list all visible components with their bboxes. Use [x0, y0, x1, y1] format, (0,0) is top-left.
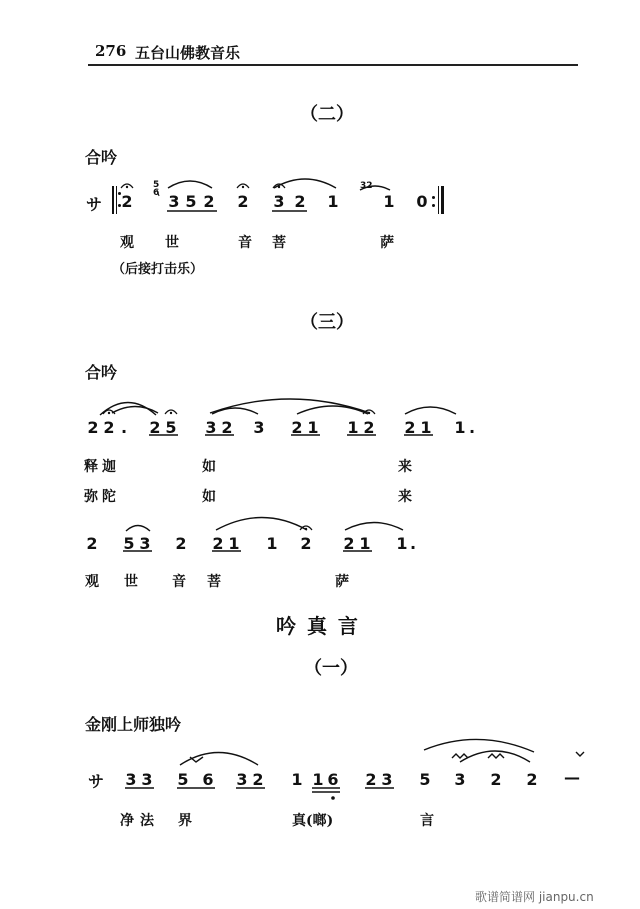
section2-part-label: 合吟	[85, 148, 118, 167]
watermark: 歌谱简谱网 jianpu.cn	[475, 890, 594, 904]
fermata-dot	[108, 412, 110, 414]
fermata-dot	[305, 528, 307, 530]
note: 2	[363, 418, 375, 437]
note: 2	[291, 418, 303, 437]
grace-note: 5	[153, 180, 160, 190]
slur	[216, 518, 307, 531]
slur	[210, 399, 370, 413]
slur	[126, 526, 150, 532]
note: 1	[359, 534, 371, 553]
note: 2	[221, 418, 233, 437]
book-title: 五台山佛教音乐	[135, 44, 241, 62]
lyric: 言	[420, 813, 434, 829]
note: 6	[327, 770, 339, 789]
note: 1	[347, 418, 359, 437]
note: 5	[177, 770, 189, 789]
note: 1	[327, 192, 339, 211]
note: 2	[252, 770, 264, 789]
slur	[168, 181, 212, 188]
lyric: 法	[140, 813, 154, 829]
note: 2	[490, 770, 502, 789]
note: 5	[123, 534, 135, 553]
grace-stem	[157, 190, 159, 196]
note: 2	[365, 770, 377, 789]
note-dot: .	[409, 534, 417, 553]
mordent	[488, 754, 504, 758]
lyric: 释	[84, 459, 98, 475]
section2-aside-note: （后接打击乐）	[112, 262, 204, 277]
note-dot: .	[468, 418, 476, 437]
lyric: 萨	[380, 235, 394, 251]
note: 0	[416, 192, 428, 211]
fermata-dot	[170, 412, 172, 414]
slur	[345, 523, 403, 531]
note: 2	[212, 534, 224, 553]
note: 3	[236, 770, 248, 789]
note: 3	[141, 770, 153, 789]
lyric: 如	[202, 459, 216, 475]
section3-heading: （三）	[300, 312, 354, 333]
lyric: 来	[398, 489, 412, 505]
note: 1	[312, 770, 324, 789]
note: 1	[228, 534, 240, 553]
fermata-dot	[278, 186, 280, 188]
note: 5	[185, 192, 197, 211]
slur	[112, 407, 158, 414]
note: 2	[86, 534, 98, 553]
note: 2	[203, 192, 215, 211]
piece-free-meter-marker: サ	[88, 772, 105, 791]
note: 2	[404, 418, 416, 437]
slur	[405, 407, 456, 414]
note: 3	[205, 418, 217, 437]
note: 1	[307, 418, 319, 437]
grace-note: 6	[153, 188, 160, 198]
note: 1	[420, 418, 432, 437]
lyric: 音	[238, 235, 252, 251]
note: 5	[419, 770, 431, 789]
lyric: 菩	[272, 235, 286, 251]
lyric: 真(啷)	[292, 813, 334, 829]
note: 3	[381, 770, 393, 789]
note: 1	[266, 534, 278, 553]
note: 3	[253, 418, 265, 437]
lyric: 净	[120, 813, 134, 829]
note: 1	[396, 534, 408, 553]
lyric: 观	[85, 574, 99, 590]
lyric: 世	[124, 574, 138, 590]
note: 2	[121, 192, 133, 211]
lyric: 世	[165, 235, 179, 251]
lyric: 观	[120, 235, 134, 251]
note: 2	[237, 192, 249, 211]
lyric: 界	[178, 813, 192, 829]
note: 3	[273, 192, 285, 211]
note: 2	[294, 192, 306, 211]
fermata-dot	[242, 186, 244, 188]
lyric: 萨	[335, 574, 349, 590]
note: 2	[300, 534, 312, 553]
lyric: 来	[398, 459, 412, 475]
note: 1	[454, 418, 466, 437]
piece-heading: （一）	[304, 658, 358, 679]
note: 3	[168, 192, 180, 211]
section3-part-label: 合吟	[85, 363, 118, 382]
note: 1	[291, 770, 303, 789]
note-dot: .	[120, 418, 128, 437]
section2-free-meter-marker: サ	[86, 195, 103, 214]
page-number: 276	[95, 42, 127, 60]
note: 5	[165, 418, 177, 437]
note: 3	[139, 534, 151, 553]
breath-mark	[576, 752, 584, 756]
slur	[424, 739, 534, 752]
note: 2	[526, 770, 538, 789]
note: 2	[343, 534, 355, 553]
lyric: 音	[172, 574, 186, 590]
low-octave-dot	[331, 796, 335, 800]
note: 6	[202, 770, 214, 789]
lyric: 陀	[102, 489, 116, 505]
note: 1	[383, 192, 395, 211]
note: 2	[87, 418, 99, 437]
slur	[360, 186, 390, 190]
lyric: 弥	[84, 489, 98, 505]
fermata-dot	[368, 412, 370, 414]
note: 2	[175, 534, 187, 553]
mordent	[452, 754, 468, 758]
note: 3	[125, 770, 137, 789]
fermata-dot	[126, 186, 128, 188]
note: 2	[149, 418, 161, 437]
note: 3	[454, 770, 466, 789]
slur	[297, 406, 368, 414]
sustain-dash: —	[564, 768, 580, 787]
grace-mark	[190, 757, 203, 762]
lyric: 菩	[207, 574, 221, 590]
piece-part-label: 金刚上师独吟	[85, 715, 182, 734]
section2-heading: （二）	[300, 104, 354, 125]
lyric: 如	[202, 489, 216, 505]
slur	[212, 408, 258, 414]
grace-note: 32	[360, 181, 373, 191]
note: 2	[103, 418, 115, 437]
piece-title: 吟 真 言	[276, 614, 360, 638]
lyric: 迦	[102, 459, 116, 475]
